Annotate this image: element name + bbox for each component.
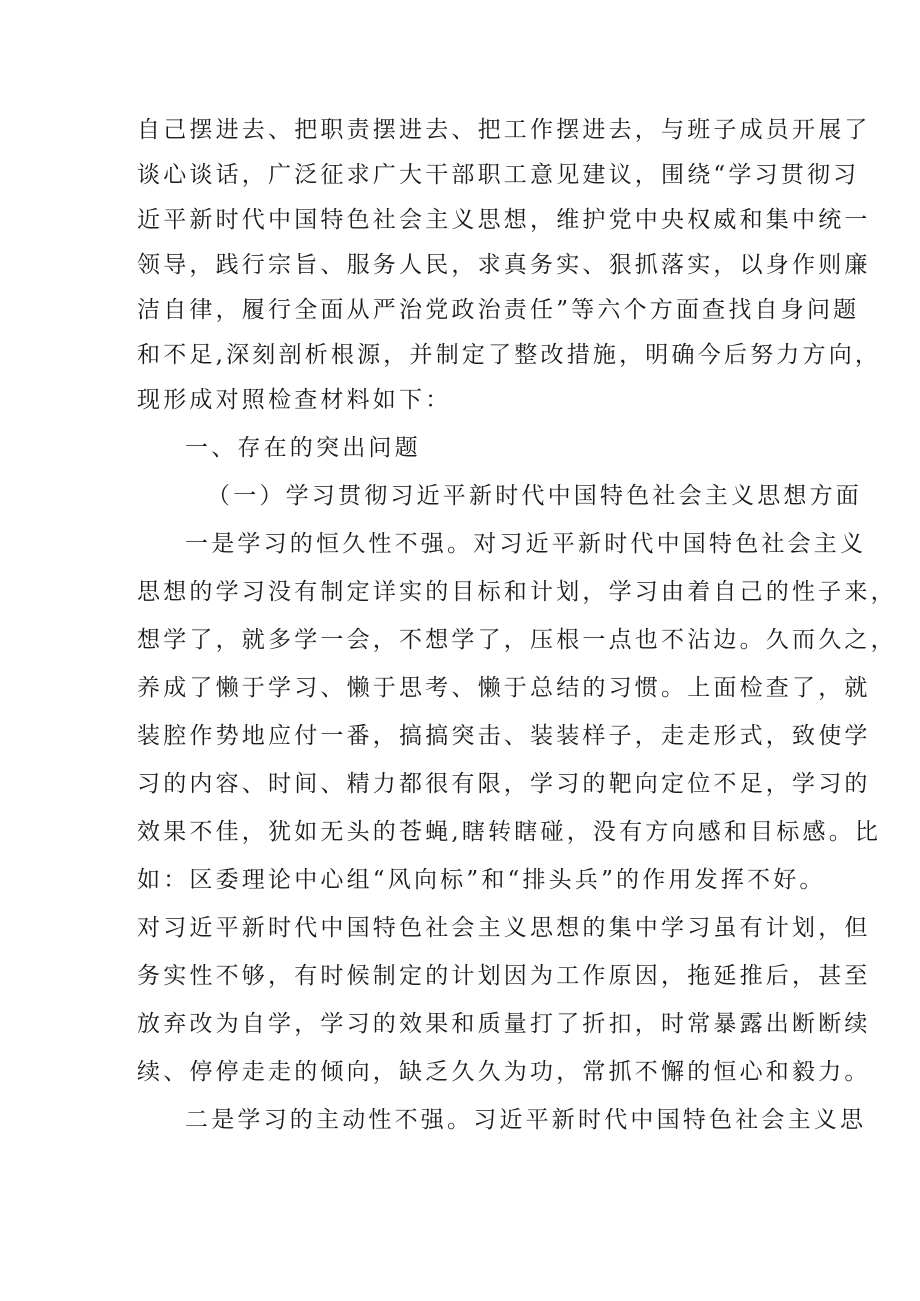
text-line: 如：区委理论中心组“风向标”和“排头兵”的作用发挥不好。 xyxy=(137,867,826,893)
text-line: 务实性不够，有时候制定的计划因为工作原因，拖延推后，甚至 xyxy=(137,963,871,989)
text-line: 想学了，就多学一会，不想学了，压根一点也不沾边。久而久之， xyxy=(137,627,897,653)
text-line: 和不足,深刻剖析根源，并制定了整改措施，明确今后努力方向， xyxy=(137,342,882,368)
text-line: 领导，践行宗旨、服务人民，求真务实、狠抓落实，以身作则廉 xyxy=(137,252,871,278)
text-line: 自己摆进去、把职责摆进去、把工作摆进去，与班子成员开展了 xyxy=(137,117,871,143)
text-line: 效果不佳，犹如无头的苍蝇,瞎转瞎碰，没有方向感和目标感。比 xyxy=(137,819,882,845)
text-line: 现形成对照检查材料如下： xyxy=(137,387,452,413)
text-line: 洁自律，履行全面从严治党政治责任”等六个方面查找自身问题 xyxy=(137,297,860,323)
text-line: 习的内容、时间、精力都很有限，学习的靶向定位不足，学习的 xyxy=(137,771,871,797)
subsection-heading: （一）学习贯彻习近平新时代中国特色社会主义思想方面 xyxy=(207,483,862,509)
paragraph-start: 一是学习的恒久性不强。对习近平新时代中国特色社会主义 xyxy=(185,531,867,557)
text-line: 对习近平新时代中国特色社会主义思想的集中学习虽有计划，但 xyxy=(137,915,871,941)
text-line: 思想的学习没有制定详实的目标和计划，学习由着自己的性子来， xyxy=(137,579,897,605)
paragraph-start: 二是学习的主动性不强。习近平新时代中国特色社会主义思 xyxy=(185,1107,867,1133)
text-line: 放弃改为自学，学习的效果和质量打了折扣，时常暴露出断断续 xyxy=(137,1011,871,1037)
text-line: 近平新时代中国特色社会主义思想，维护党中央权威和集中统一 xyxy=(137,207,871,233)
text-line: 续、停停走走的倾向，缺乏久久为功，常抓不懈的恒心和毅力。 xyxy=(137,1059,871,1085)
text-line: 谈心谈话，广泛征求广大干部职工意见建议，围绕“学习贯彻习 xyxy=(137,162,860,188)
section-heading: 一、存在的突出问题 xyxy=(185,435,421,461)
text-line: 装腔作势地应付一番，搞搞突击、装装样子，走走形式，致使学 xyxy=(137,723,871,749)
text-line: 养成了懒于学习、懒于思考、懒于总结的习惯。上面检查了，就 xyxy=(137,675,871,701)
